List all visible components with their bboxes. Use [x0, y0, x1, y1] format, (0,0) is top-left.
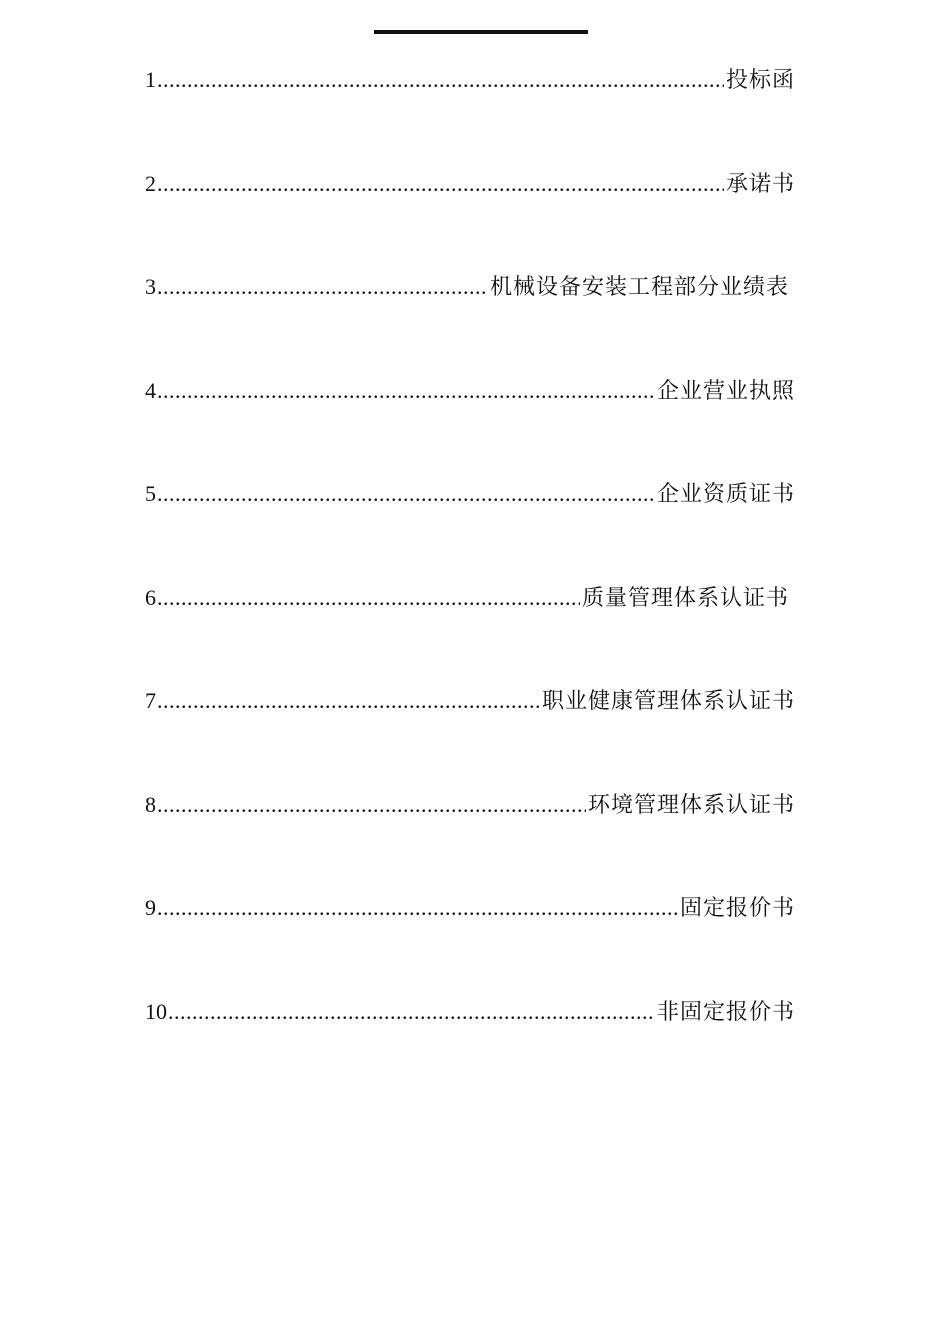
- toc-entry-number: 8: [145, 791, 156, 817]
- toc-entry-title: 企业资质证书: [656, 482, 795, 507]
- toc-entry-number: 4: [145, 377, 156, 403]
- toc-entry-number: 5: [145, 481, 156, 506]
- toc-entry-number: 1: [145, 67, 156, 92]
- toc-entry-title: 环境管理体系认证书: [587, 792, 795, 818]
- top-rule: [374, 30, 588, 34]
- table-of-contents: [145, 62, 795, 1097]
- toc-entry-number: 2: [145, 170, 156, 196]
- toc-entry-number: 7: [145, 688, 156, 713]
- toc-entry-title: 投标函: [725, 68, 795, 93]
- toc-entry-1: [145, 62, 795, 166]
- toc-entry-2: [145, 166, 795, 270]
- toc-leader-dots: [157, 787, 586, 823]
- toc-leader-dots: [157, 683, 540, 719]
- toc-leader-dots: [168, 994, 655, 1030]
- toc-leader-dots: [157, 269, 488, 305]
- toc-entry-8: [145, 787, 795, 891]
- toc-leader-dots: [157, 580, 580, 616]
- toc-entry-10: [145, 994, 795, 1098]
- toc-leader-dots: [157, 166, 724, 202]
- toc-entry-4: [145, 373, 795, 477]
- toc-entry-title: 职业健康管理体系认证书: [541, 689, 795, 714]
- toc-entry-title: 企业营业执照: [656, 378, 795, 404]
- toc-entry-5: [145, 476, 795, 580]
- toc-entry-title: 质量管理体系认证书: [581, 585, 789, 611]
- toc-entry-number: 6: [145, 584, 156, 610]
- toc-leader-dots: [157, 476, 655, 512]
- toc-entry-title: 固定报价书: [679, 896, 795, 921]
- toc-entry-9: [145, 890, 795, 994]
- toc-entry-number: 9: [145, 895, 156, 920]
- toc-leader-dots: [157, 62, 724, 98]
- toc-entry-7: [145, 683, 795, 787]
- toc-entry-title: 机械设备安装工程部分业绩表: [489, 275, 789, 300]
- toc-entry-number: 3: [145, 274, 156, 299]
- toc-entry-3: [145, 269, 795, 373]
- toc-entry-6: [145, 580, 795, 684]
- toc-entry-number: 10: [145, 998, 167, 1024]
- toc-leader-dots: [157, 890, 678, 926]
- toc-leader-dots: [157, 373, 655, 409]
- toc-entry-title: 承诺书: [725, 171, 795, 197]
- toc-entry-title: 非固定报价书: [656, 999, 795, 1025]
